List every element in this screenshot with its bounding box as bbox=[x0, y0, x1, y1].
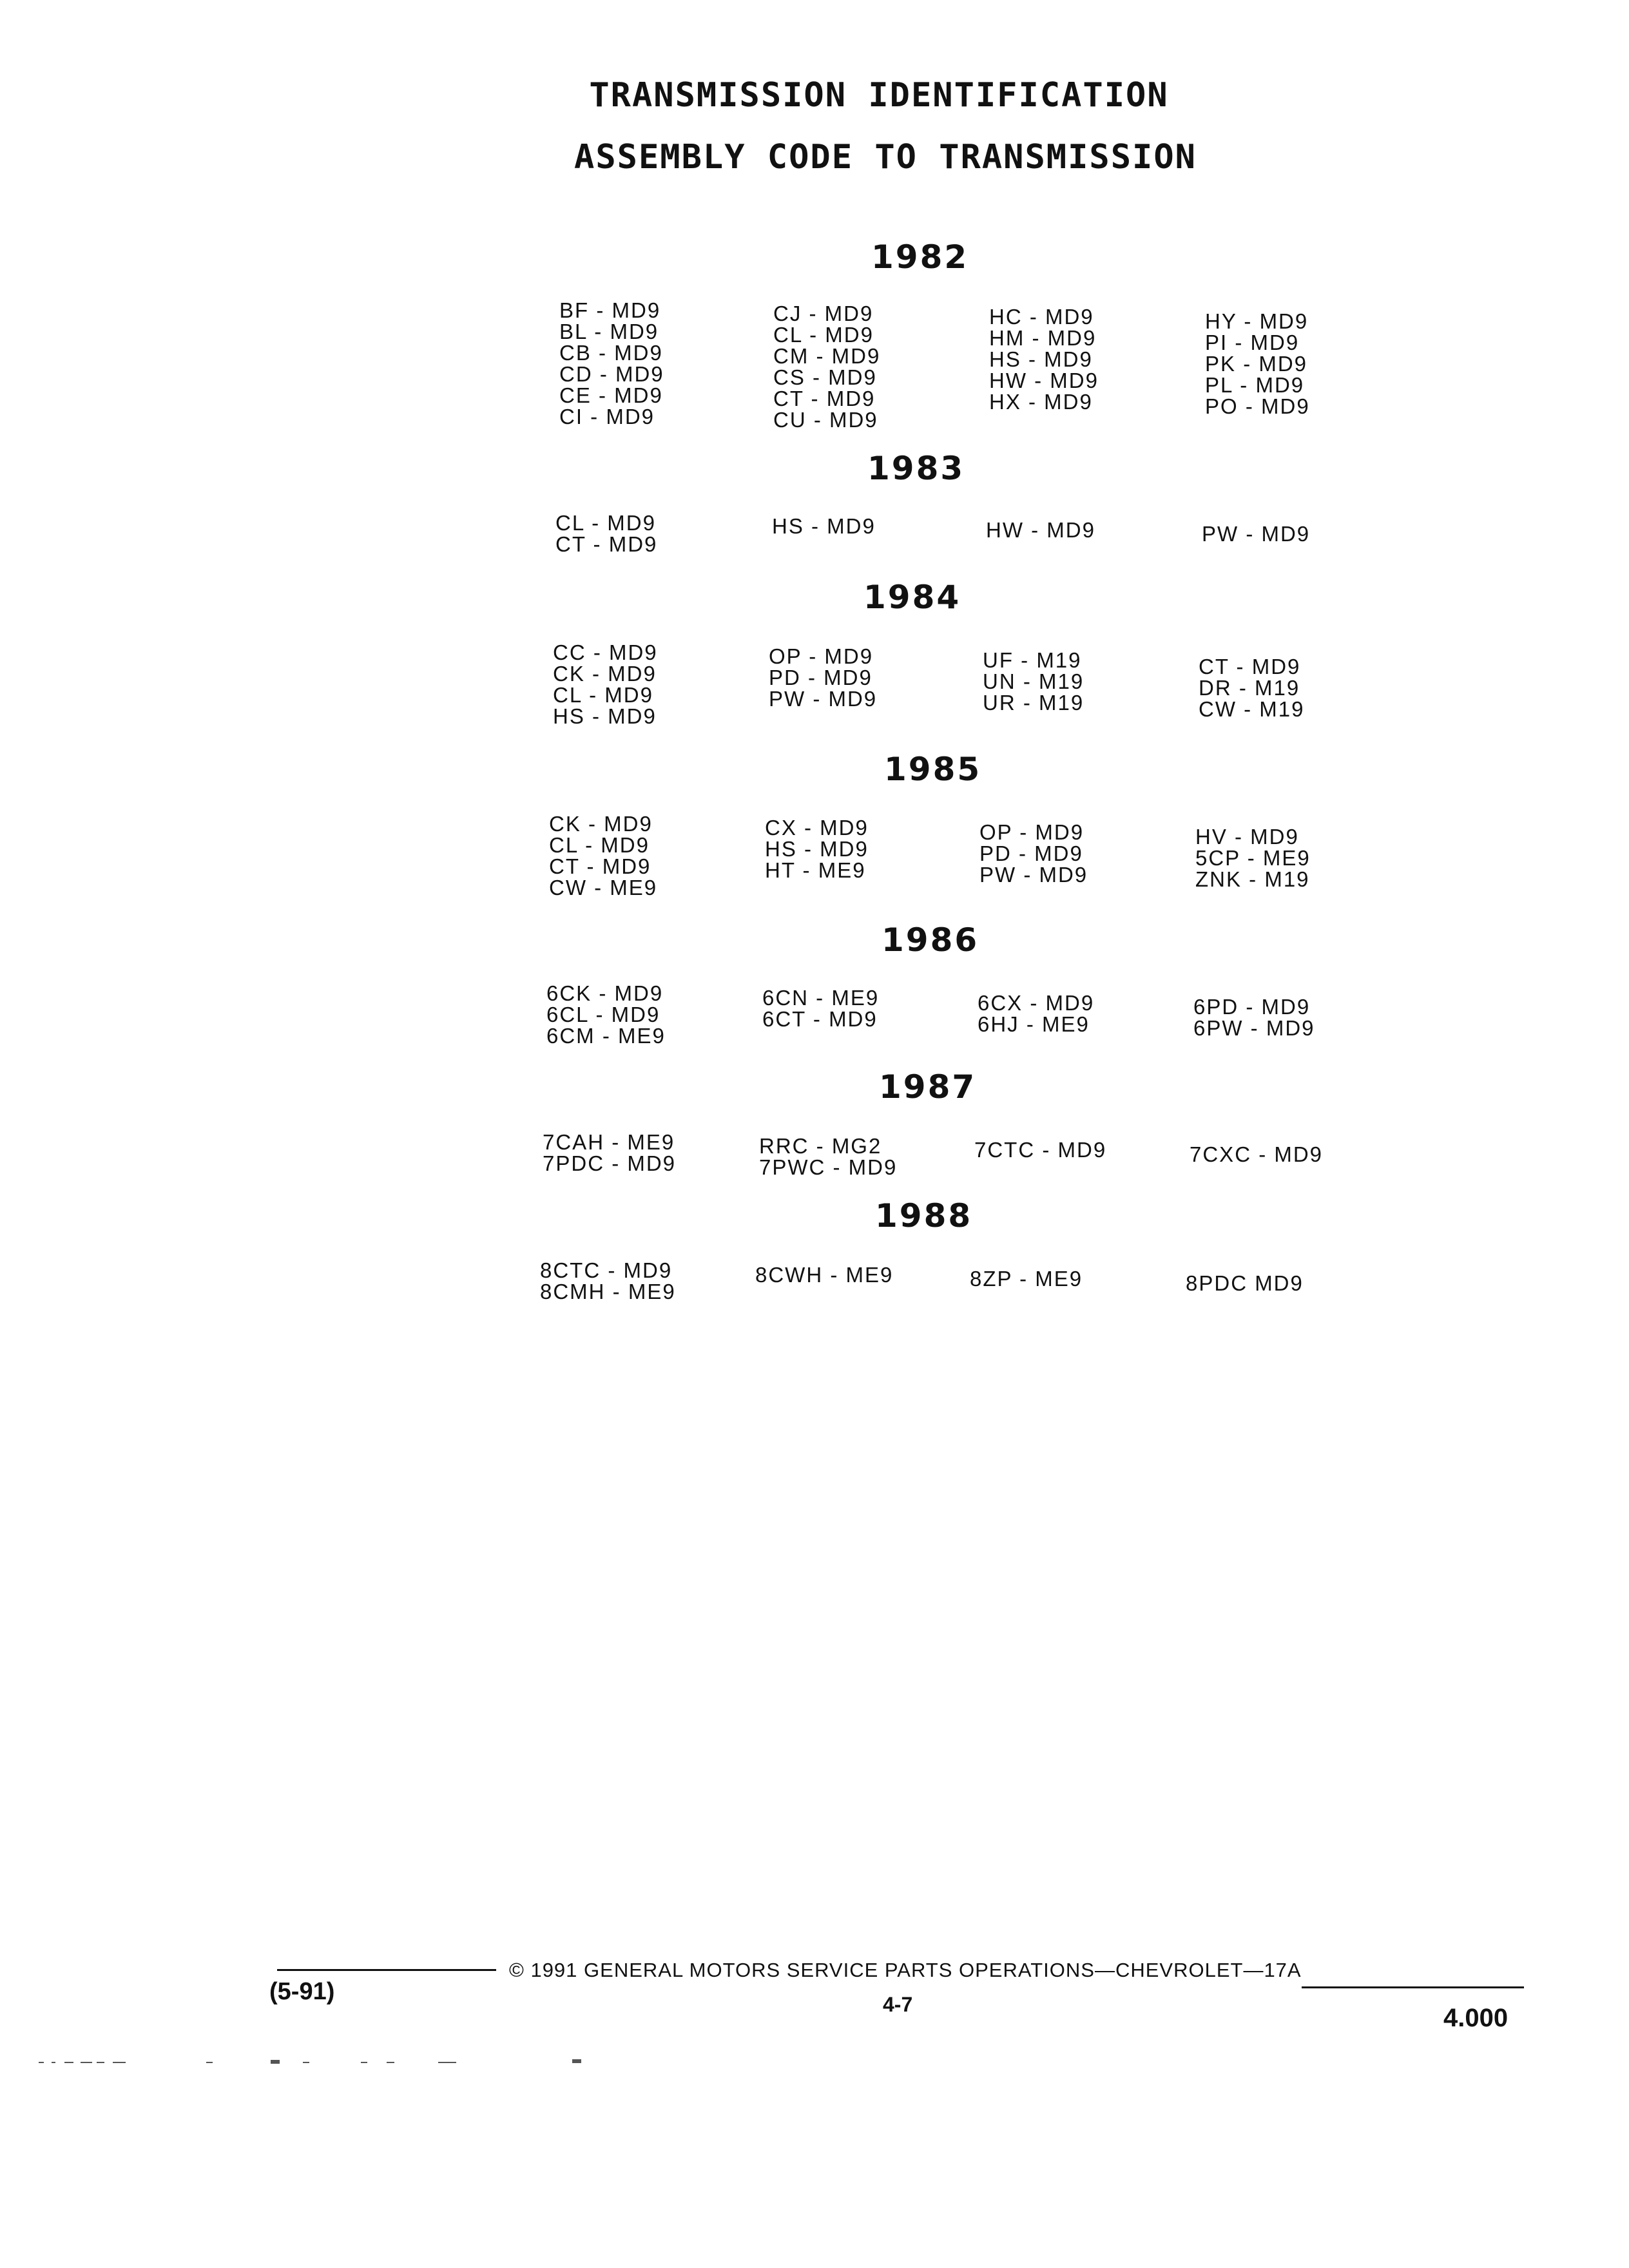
code-entry: CK - MD9 bbox=[553, 662, 657, 686]
code-entry: 6CL - MD9 bbox=[546, 1003, 660, 1026]
footer-page-number: 4-7 bbox=[883, 1993, 913, 2016]
year-heading-1984: 1984 bbox=[863, 579, 961, 616]
code-entry: HS - MD9 bbox=[765, 837, 869, 861]
code-entry: HS - MD9 bbox=[772, 514, 876, 538]
code-entry: CU - MD9 bbox=[773, 408, 878, 432]
year-heading-1985: 1985 bbox=[884, 751, 982, 788]
code-entry: RRC - MG2 bbox=[759, 1134, 882, 1158]
code-entry: CX - MD9 bbox=[765, 816, 869, 840]
code-entry: 7CAH - ME9 bbox=[543, 1130, 675, 1154]
code-column-1987-3 bbox=[974, 1139, 1106, 1160]
code-entry: HW - MD9 bbox=[986, 518, 1095, 542]
code-entry: 6PW - MD9 bbox=[1193, 1016, 1315, 1040]
code-entry: 8PDC MD9 bbox=[1186, 1271, 1304, 1295]
code-entry: HS - MD9 bbox=[989, 347, 1093, 371]
code-entry: 6CT - MD9 bbox=[762, 1007, 878, 1031]
code-entry: OP - MD9 bbox=[979, 820, 1084, 844]
code-entry: CW - ME9 bbox=[549, 876, 658, 899]
code-entry: PD - MD9 bbox=[769, 666, 872, 689]
code-entry: UR - M19 bbox=[983, 691, 1084, 715]
code-column-1984-3 bbox=[983, 649, 1084, 713]
code-column-1985-2 bbox=[765, 817, 869, 881]
code-entry: ZNK - M19 bbox=[1195, 867, 1310, 891]
code-entry: BF - MD9 bbox=[559, 298, 661, 322]
code-column-1985-4 bbox=[1195, 826, 1311, 890]
code-entry: 7CTC - MD9 bbox=[974, 1138, 1107, 1162]
code-entry: PL - MD9 bbox=[1205, 373, 1305, 397]
code-column-1987-4 bbox=[1190, 1144, 1323, 1165]
code-entry: HV - MD9 bbox=[1195, 825, 1299, 849]
page-title: TRANSMISSION IDENTIFICATION bbox=[589, 76, 1169, 115]
code-entry: 8CWH - ME9 bbox=[755, 1263, 894, 1287]
code-entry: CT - MD9 bbox=[549, 854, 651, 878]
code-entry: CT - MD9 bbox=[773, 387, 876, 410]
footer-copyright: © 1991 GENERAL MOTORS SERVICE PARTS OPERATIONS—CHEVROLET—17A bbox=[509, 1959, 1302, 1981]
code-entry: CM - MD9 bbox=[773, 344, 881, 368]
code-entry: PW - MD9 bbox=[1202, 522, 1311, 546]
code-column-1983-4 bbox=[1202, 523, 1310, 544]
code-column-1982-4 bbox=[1205, 311, 1310, 417]
code-entry: HY - MD9 bbox=[1205, 309, 1309, 333]
code-entry: 6CX - MD9 bbox=[978, 991, 1095, 1015]
code-entry: 6CN - ME9 bbox=[762, 986, 880, 1010]
code-column-1987-2 bbox=[759, 1135, 897, 1178]
code-column-1984-2 bbox=[769, 646, 877, 709]
code-entry: 6PD - MD9 bbox=[1193, 995, 1311, 1019]
code-entry: OP - MD9 bbox=[769, 644, 874, 668]
code-entry: HC - MD9 bbox=[989, 305, 1094, 329]
code-entry: PI - MD9 bbox=[1205, 331, 1300, 354]
code-entry: 8CMH - ME9 bbox=[540, 1280, 676, 1303]
code-entry: CT - MD9 bbox=[1199, 655, 1301, 678]
code-entry: HT - ME9 bbox=[765, 858, 866, 882]
code-entry: PK - MD9 bbox=[1205, 352, 1308, 376]
year-heading-1988: 1988 bbox=[875, 1197, 973, 1235]
code-entry: CL - MD9 bbox=[773, 323, 874, 347]
code-entry: CC - MD9 bbox=[553, 640, 658, 664]
footer-rule-left bbox=[277, 1969, 496, 1971]
code-column-1985-3 bbox=[979, 822, 1088, 885]
code-column-1983-3 bbox=[986, 519, 1095, 541]
year-heading-1987: 1987 bbox=[879, 1068, 977, 1106]
code-entry: PO - MD9 bbox=[1205, 394, 1310, 418]
page-subtitle: ASSEMBLY CODE TO TRANSMISSION bbox=[574, 138, 1197, 177]
code-column-1983-2 bbox=[772, 515, 876, 537]
code-column-1986-1 bbox=[546, 983, 666, 1046]
code-entry: CL - MD9 bbox=[553, 683, 653, 707]
code-column-1985-1 bbox=[549, 813, 657, 898]
code-column-1982-1 bbox=[559, 300, 664, 427]
code-entry: HM - MD9 bbox=[989, 326, 1097, 350]
code-entry: 6CK - MD9 bbox=[546, 981, 664, 1005]
code-entry: 8ZP - ME9 bbox=[970, 1267, 1083, 1291]
code-entry: 6CM - ME9 bbox=[546, 1024, 666, 1048]
code-entry: CD - MD9 bbox=[559, 362, 664, 386]
year-heading-1983: 1983 bbox=[867, 450, 965, 487]
code-entry: HW - MD9 bbox=[989, 369, 1099, 392]
footer-section-number: 4.000 bbox=[1443, 2004, 1509, 2032]
code-entry: CL - MD9 bbox=[549, 833, 650, 857]
code-entry: 7PDC - MD9 bbox=[543, 1151, 677, 1175]
code-entry: 7PWC - MD9 bbox=[759, 1155, 898, 1179]
footer-date-code: (5-91) bbox=[269, 1978, 335, 2005]
code-column-1988-2 bbox=[755, 1264, 893, 1285]
code-entry: HX - MD9 bbox=[989, 390, 1093, 414]
code-entry: PW - MD9 bbox=[979, 863, 1088, 887]
code-entry: UN - M19 bbox=[983, 669, 1084, 693]
code-column-1988-1 bbox=[540, 1260, 676, 1302]
code-entry: CJ - MD9 bbox=[773, 302, 874, 325]
code-entry: 8CTC - MD9 bbox=[540, 1258, 673, 1282]
year-heading-1986: 1986 bbox=[882, 921, 979, 959]
code-entry: 6HJ - ME9 bbox=[978, 1012, 1090, 1036]
code-entry: CE - MD9 bbox=[559, 383, 663, 407]
code-column-1982-3 bbox=[989, 306, 1099, 412]
code-column-1984-4 bbox=[1199, 656, 1305, 720]
code-entry: CK - MD9 bbox=[549, 812, 653, 836]
code-entry: BL - MD9 bbox=[559, 320, 659, 343]
code-column-1983-1 bbox=[555, 512, 657, 555]
footer-rule-right bbox=[1302, 1986, 1524, 1988]
code-column-1982-2 bbox=[773, 303, 880, 430]
code-column-1986-3 bbox=[978, 992, 1094, 1035]
code-column-1984-1 bbox=[553, 642, 658, 727]
code-entry: CB - MD9 bbox=[559, 341, 663, 365]
code-entry: PD - MD9 bbox=[979, 841, 1083, 865]
code-column-1987-1 bbox=[543, 1131, 676, 1174]
code-entry: CL - MD9 bbox=[555, 511, 656, 535]
code-column-1986-4 bbox=[1193, 996, 1315, 1039]
code-entry: CT - MD9 bbox=[555, 532, 658, 556]
year-heading-1982: 1982 bbox=[871, 238, 969, 276]
code-entry: 7CXC - MD9 bbox=[1190, 1142, 1324, 1166]
scan-specks bbox=[0, 2049, 1629, 2075]
code-entry: UF - M19 bbox=[983, 648, 1082, 672]
code-entry: DR - M19 bbox=[1199, 676, 1300, 700]
code-entry: CI - MD9 bbox=[559, 405, 655, 428]
code-entry: PW - MD9 bbox=[769, 687, 878, 711]
code-entry: HS - MD9 bbox=[553, 704, 657, 728]
code-column-1986-2 bbox=[762, 987, 879, 1030]
code-column-1988-3 bbox=[970, 1268, 1083, 1289]
code-entry: 5CP - ME9 bbox=[1195, 846, 1311, 870]
code-column-1988-4 bbox=[1186, 1273, 1304, 1294]
code-entry: CW - M19 bbox=[1199, 697, 1305, 721]
code-entry: CS - MD9 bbox=[773, 365, 877, 389]
